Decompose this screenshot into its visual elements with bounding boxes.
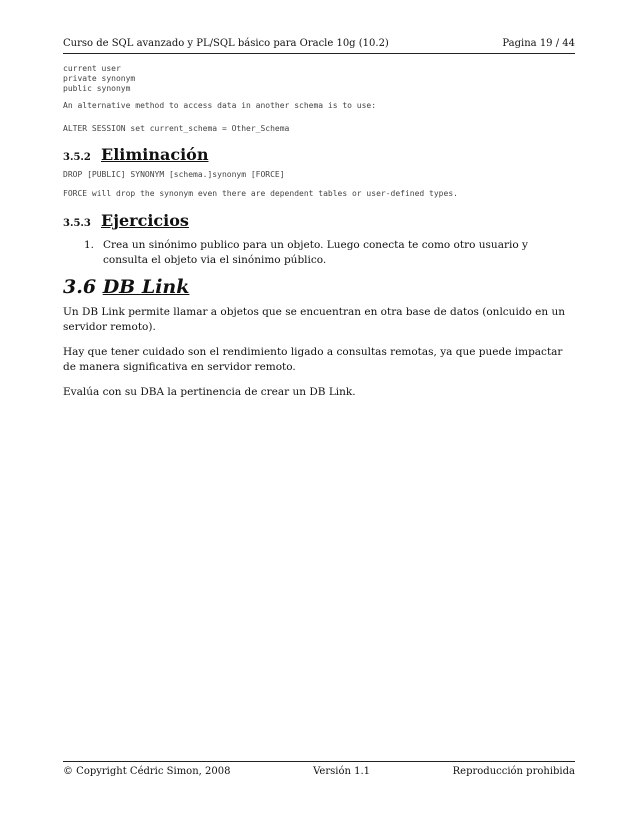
list-text: Crea un sinónimo publico para un objeto. Luego conecta te como otro usuario y consulta el objeto via el sinónimo público. <box>103 239 528 266</box>
paragraph: Evalúa con su DBA la pertinencia de crear un DB Link. <box>63 386 356 398</box>
header-rule <box>63 53 575 54</box>
paragraph: Un DB Link permite llamar a objetos que se encuentran en otra base de datos (onlcuido en un servidor remoto). <box>63 306 566 333</box>
footer-rule <box>63 761 575 762</box>
section-title: Ejercicios <box>101 211 189 230</box>
section-heading-db-link <box>63 276 189 298</box>
section-number: 3.5.2 <box>63 152 91 163</box>
code-line: public synonym <box>63 84 131 93</box>
header-title: Curso de SQL avanzado y PL/SQL básico para Oracle 10g (10.2) <box>63 38 389 49</box>
section-title: Eliminación <box>101 145 209 164</box>
section-number: 3.5.3 <box>63 218 91 229</box>
code-line: An alternative method to access data in another schema is to use: <box>63 101 377 110</box>
code-line: ALTER SESSION set current_schema = Other_Schema <box>63 124 290 133</box>
footer-version: Versión 1.1 <box>313 766 370 777</box>
section-title: DB Link <box>102 276 190 298</box>
code-line: private synonym <box>63 74 136 83</box>
list-number: 1. <box>84 239 95 251</box>
page-header <box>63 38 575 49</box>
code-line: DROP [PUBLIC] SYNONYM [schema.]synonym [FORCE] <box>63 170 285 179</box>
paragraph: Hay que tener cuidado son el rendimiento ligado a consultas remotas, ya que puede impactar de manera significativa en servidor remoto. <box>63 346 563 373</box>
code-block-force <box>63 189 575 199</box>
footer-copyright: © Copyright Cédric Simon, 2008 <box>63 766 231 777</box>
footer-notice: Reproducción prohibida <box>452 766 575 777</box>
section-heading-eliminacion <box>63 145 208 164</box>
section-number: 3.6 <box>63 276 97 298</box>
page-footer <box>63 766 575 777</box>
code-block-synonym-types <box>63 64 575 94</box>
code-block-alter-session <box>63 124 575 134</box>
code-line: current user <box>63 64 121 73</box>
exercise-list-item <box>84 238 575 268</box>
code-block-alternative <box>63 101 575 111</box>
section-heading-ejercicios <box>63 211 189 230</box>
header-page-number: Pagina 19 / 44 <box>502 38 575 49</box>
code-line: FORCE will drop the synonym even there are dependent tables or user-defined types. <box>63 189 458 198</box>
code-block-drop <box>63 170 575 180</box>
